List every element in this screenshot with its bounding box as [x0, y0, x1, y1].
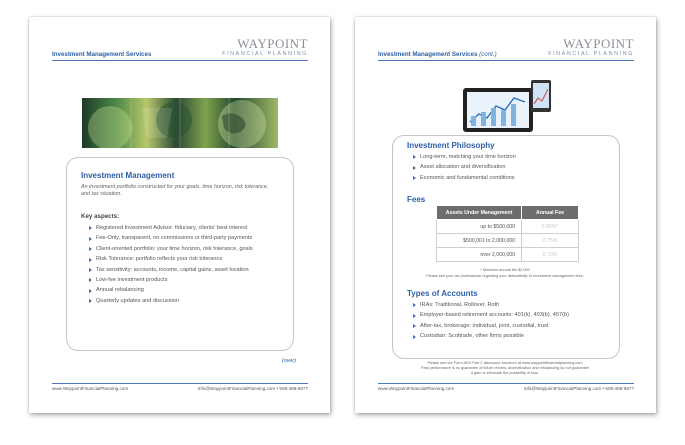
table-row	[437, 220, 579, 234]
disclosure-line-3: a gain or eliminate the possibility of loss.	[471, 371, 539, 375]
list-item: Client-oriented portfolio: your time horizon, risk tolerance, goals	[89, 244, 253, 254]
over-link: (over)	[281, 358, 296, 364]
waypoint-logo	[548, 37, 634, 58]
list-item: Registered Investment Advisor: fiduciary, clients' best interest	[89, 223, 253, 233]
list-item: Custodian: Scottrade, other firms possible	[413, 331, 569, 341]
table-cell: 0.85%*	[522, 220, 579, 234]
fees-title: Fees	[407, 195, 426, 204]
brochure-page-1	[29, 17, 330, 413]
fees-note-minimum: * Minimum annual fee $2,000	[480, 268, 530, 272]
list-item: Risk Tolerance: portfolio reflects your risk tolerance	[89, 254, 253, 264]
logo-sub: FINANCIAL PLANNING	[548, 51, 634, 57]
tablet-art	[461, 74, 553, 136]
table-row	[437, 234, 579, 248]
accounts-list	[413, 300, 569, 342]
list-item: IRAs: Traditional, Rollover, Roth	[413, 300, 569, 310]
logo-sub: FINANCIAL PLANNING	[222, 51, 308, 57]
header-rule	[378, 60, 634, 61]
table-cell: 0.75%	[522, 234, 579, 248]
banner-art	[82, 98, 278, 148]
fees-note-tax: Please see your tax professional regarding your deductibility of investment management fees.	[426, 274, 584, 278]
table-cell: 0.70%	[522, 248, 579, 262]
footer-website: www.WaypointFinancialPlanning.com	[52, 386, 129, 391]
section-description: An investment portfolio constructed for your goals, time horizon, risk tolerance, and tax situation.	[81, 184, 269, 198]
table-header-row	[437, 206, 579, 220]
list-item: Low-fee investment products	[89, 275, 253, 285]
logo-main: WAYPOINT	[237, 36, 308, 51]
list-item: After-tax, brokerage: individual, joint, custodial, trust	[413, 321, 569, 331]
footer-contact: Info@WaypointFinancialPlanning.com • 508-488-6577	[523, 386, 634, 391]
section-title: Investment Management	[81, 171, 175, 180]
disclosure-line-2: Past performance is no guarantee of future returns; diversification and rebalancing do not guarantee	[420, 366, 589, 370]
footer-website: www.WaypointFinancialPlanning.com	[378, 386, 455, 391]
list-item: Fee-Only, transparent, no commissions or third-party payments	[89, 233, 253, 243]
list-item: Long-term, matching your time horizon	[413, 152, 516, 162]
key-aspects-label: Key aspects:	[81, 213, 120, 220]
footer-contact: Info@WaypointFinancialPlanning.com • 508-488-6577	[197, 386, 308, 391]
list-item: Annual rebalancing	[89, 285, 253, 295]
key-aspects-list	[89, 223, 253, 306]
philosophy-list	[413, 152, 516, 183]
fees-table	[436, 205, 579, 262]
header-rule	[52, 60, 308, 61]
table-cell: up to $500,000	[437, 220, 522, 234]
accounts-title: Types of Accounts	[407, 289, 478, 298]
header-title: Investment Management Services (cont.)	[378, 51, 497, 58]
table-row	[437, 248, 579, 262]
list-item: Employer-based retirement accounts: 401(k), 403(b), 457(b)	[413, 310, 569, 320]
header-title: Investment Management Services	[52, 51, 152, 58]
disclosure-line-1: Please see our Form ADV Part 2 disclosure brochure at www.waypointfinancialplanning.com	[427, 361, 583, 365]
column-header: Assets Under Management	[437, 206, 522, 220]
table-cell: $500,001 to 2,000,000	[437, 234, 522, 248]
list-item: Quarterly updates and discussion	[89, 296, 253, 306]
footer-rule	[378, 383, 634, 384]
table-cell: over 2,000,000	[437, 248, 522, 262]
list-item: Asset allocation and diversification	[413, 162, 516, 172]
footer-rule	[52, 383, 308, 384]
philosophy-title: Investment Philosophy	[407, 141, 495, 150]
globe-banner-image	[82, 98, 278, 148]
list-item: Tax sensitivity: accounts, income, capital gains, asset location	[89, 265, 253, 275]
tablet-chart-image	[461, 74, 553, 136]
list-item: Economic and fundamental conditions	[413, 173, 516, 183]
brochure-page-2	[355, 17, 656, 413]
column-header: Annual Fee	[522, 206, 579, 220]
logo-main: WAYPOINT	[563, 36, 634, 51]
waypoint-logo	[222, 37, 308, 58]
